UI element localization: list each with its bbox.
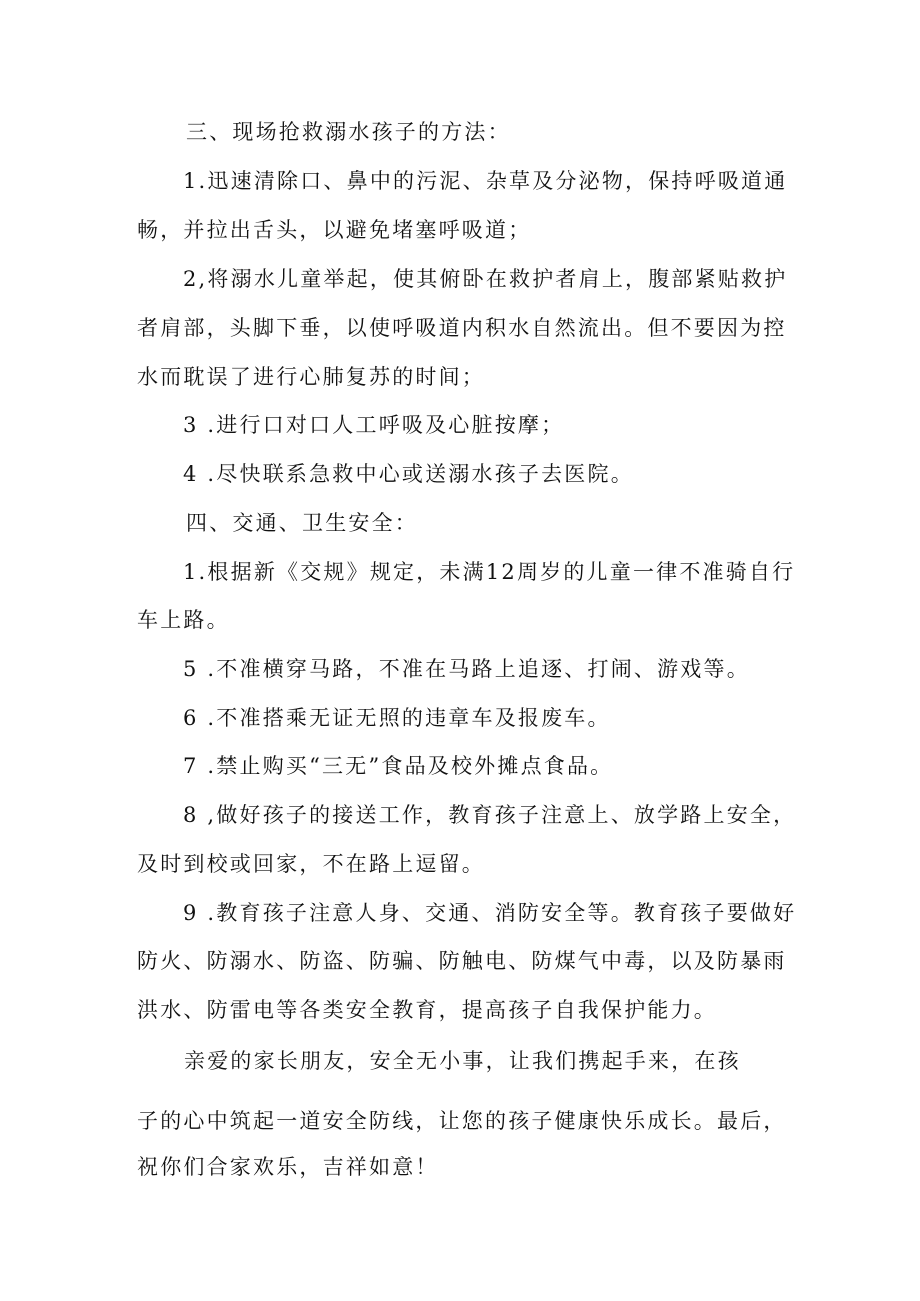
paragraph-line: 9 .教育孩子注意人身、交通、消防安全等。教育孩子要做好 — [183, 901, 797, 925]
paragraph-line: 4 .尽快联系急救中心或送溺水孩子去医院。 — [183, 462, 634, 486]
paragraph-line: 8 ,做好孩子的接送工作，教育孩子注意上、放学路上安全， — [183, 803, 797, 827]
paragraph-line: 畅，并拉出舌头，以避免堵塞呼吸道； — [137, 218, 532, 242]
section-heading-traffic: 四、交通、卫生安全： — [186, 511, 418, 535]
paragraph-line: 5 .不准横穿马路，不准在马路上追逐、打闹、游戏等。 — [183, 657, 750, 681]
paragraph-line: 1.根据新《交规》规定，未满12周岁的儿童一律不准骑自行 — [183, 560, 796, 584]
paragraph-line: 3 .进行口对口人工呼吸及心脏按摩； — [183, 413, 565, 437]
closing-line: 祝你们合家欢乐，吉祥如意！ — [137, 1155, 439, 1179]
paragraph-line: 洪水、防雷电等各类安全教育，提高孩子自我保护能力。 — [137, 998, 717, 1022]
paragraph-line: 1.迅速清除口、鼻中的污泥、杂草及分泌物，保持呼吸道通 — [183, 169, 788, 193]
section-heading-rescue: 三、现场抢救溺水孩子的方法： — [186, 120, 511, 144]
paragraph-line: 7 .禁止购买“三无”食品及校外摊点食品。 — [183, 754, 614, 778]
paragraph-line: 6 .不准搭乘无证无照的违章车及报废车。 — [183, 706, 611, 730]
paragraph-line: 防火、防溺水、防盗、防骗、防触电、防煤气中毒，以及防暴雨 — [137, 949, 787, 973]
paragraph-line: 水而耽误了进行心肺复苏的时间； — [137, 365, 485, 389]
closing-line: 亲爱的家长朋友，安全无小事，让我们携起手来，在孩 — [184, 1049, 741, 1073]
paragraph-line: 2,将溺水儿童举起，使其俯卧在救护者肩上，腹部紧贴救护 — [183, 267, 788, 291]
paragraph-line: 及时到校或回家，不在路上逗留。 — [137, 852, 485, 876]
paragraph-line: 车上路。 — [137, 608, 230, 632]
closing-line: 子的心中筑起一道安全防线，让您的孩子健康快乐成长。最后， — [137, 1109, 787, 1133]
paragraph-line: 者肩部，头脚下垂，以使呼吸道内积水自然流出。但不要因为控 — [137, 316, 787, 340]
